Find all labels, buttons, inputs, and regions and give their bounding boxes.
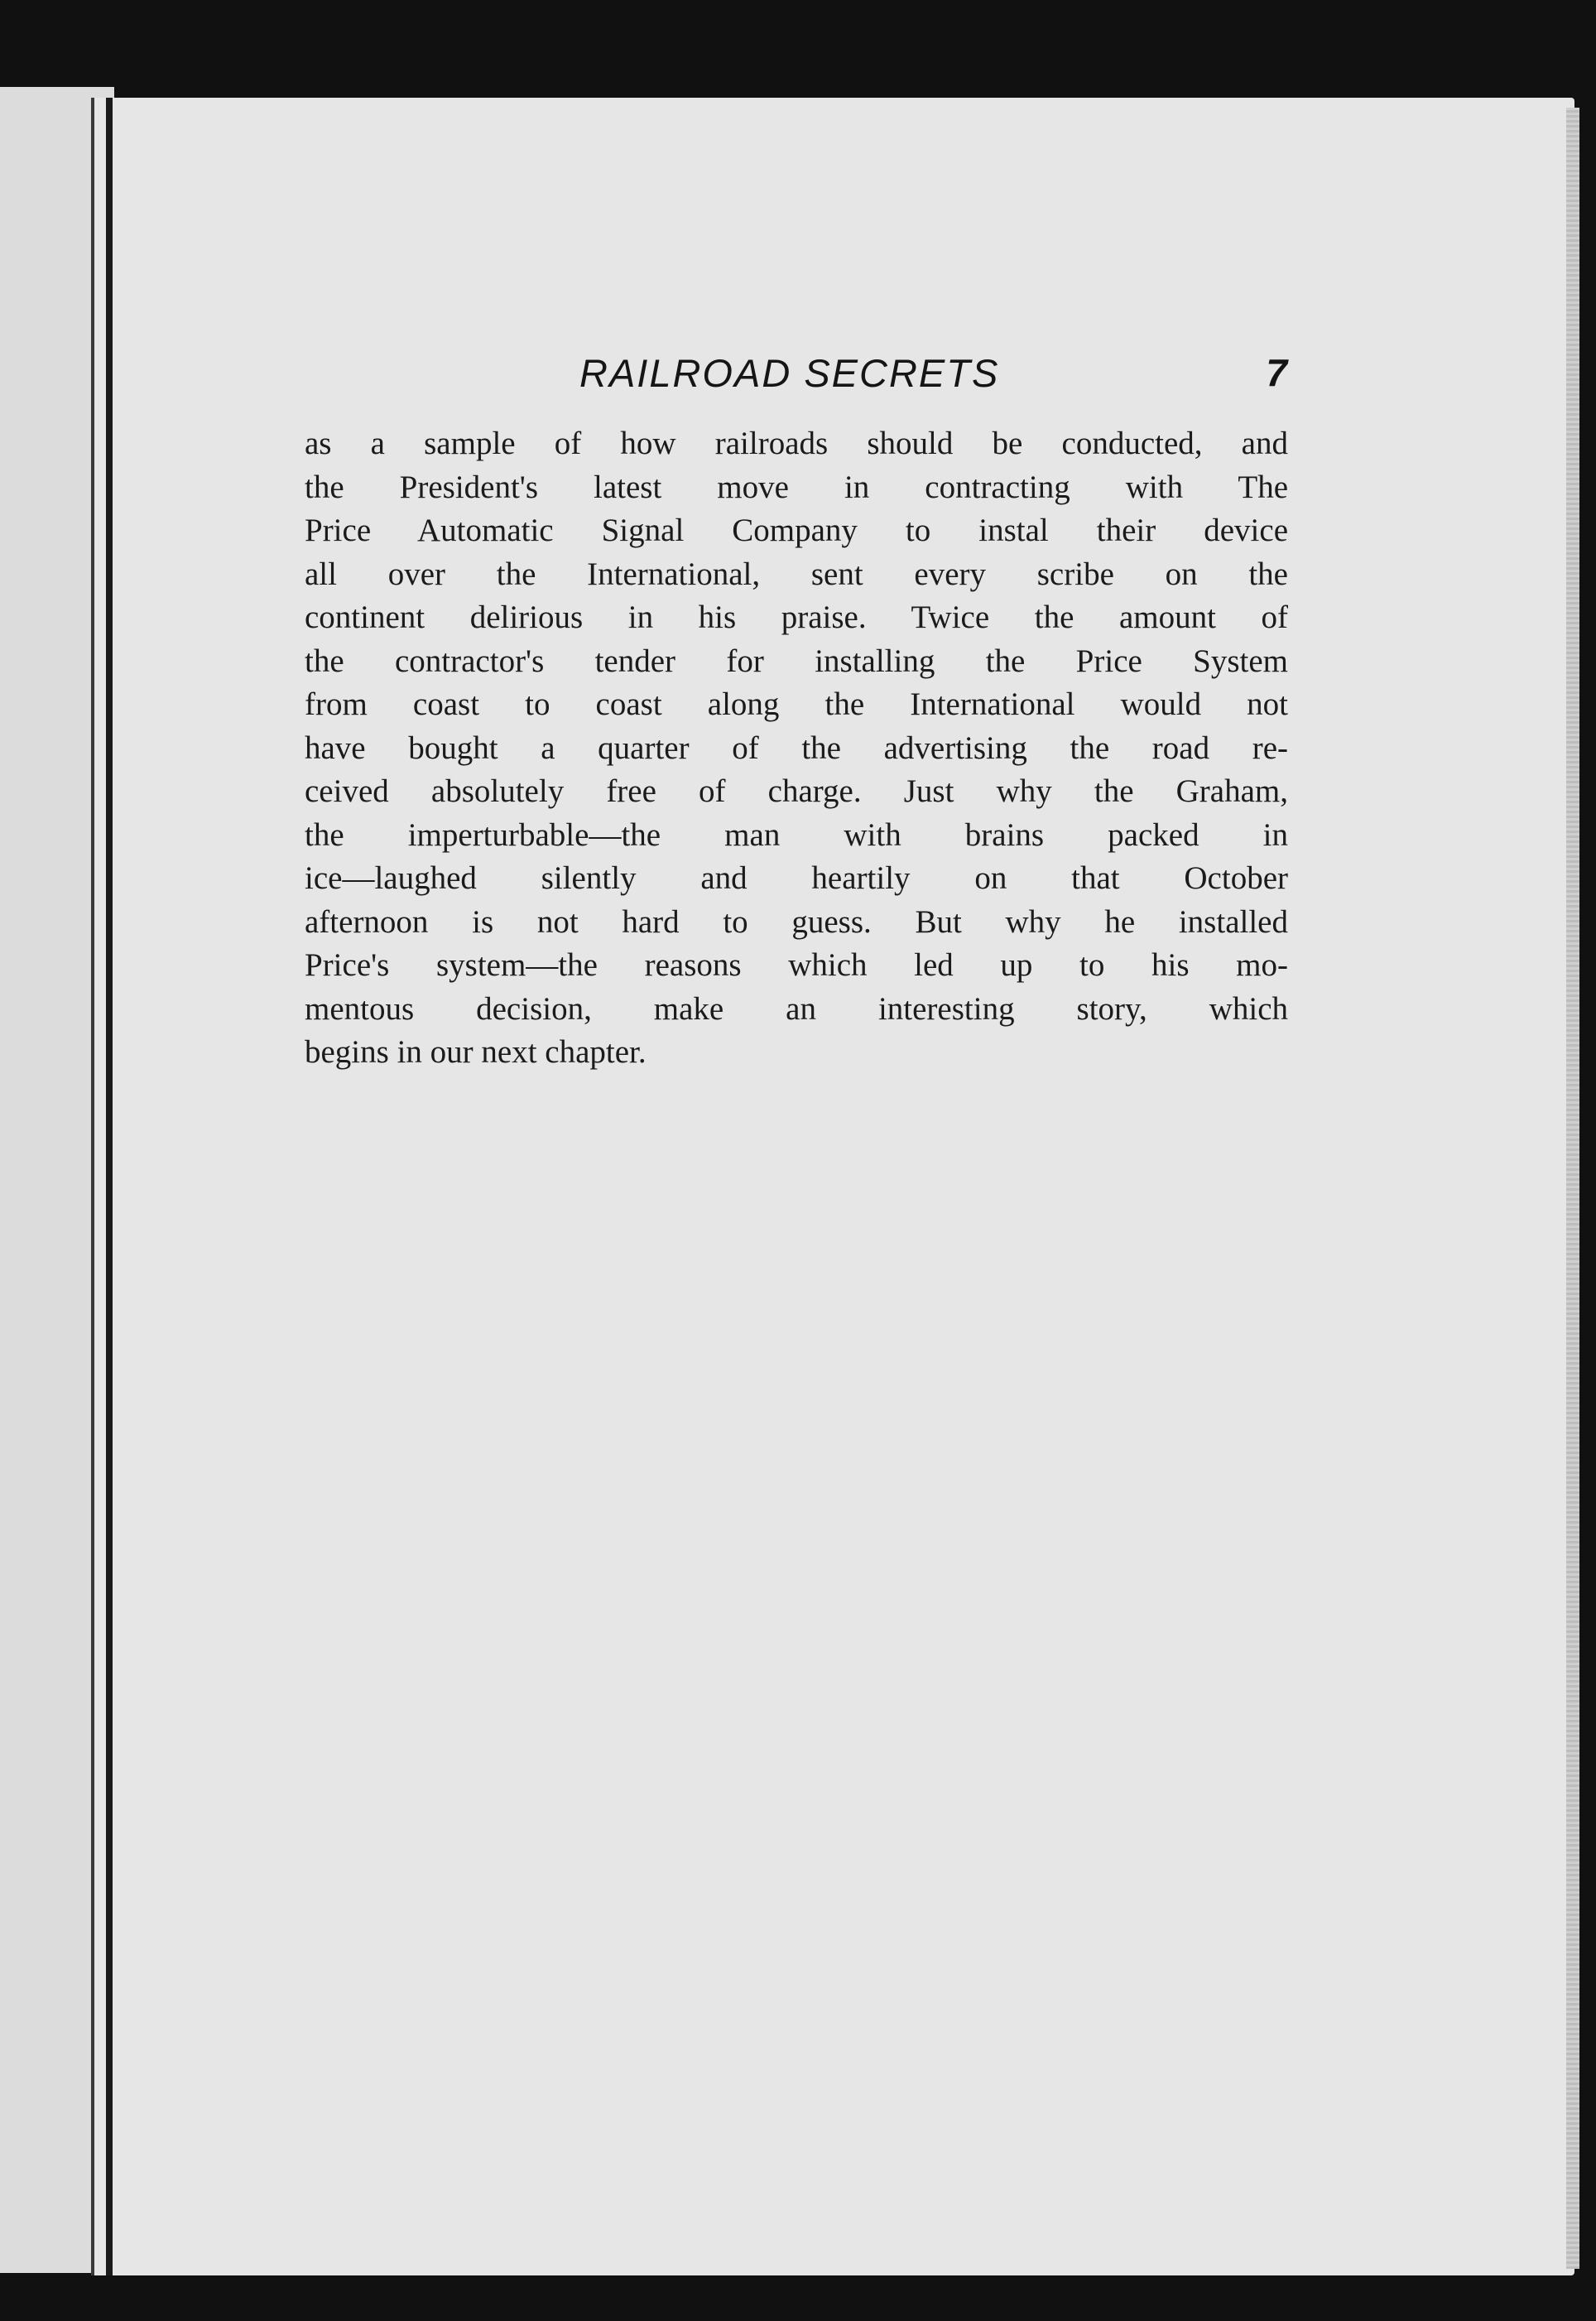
page-fore-edge: [1566, 108, 1579, 2269]
text-line: the imperturbable—the man with brains packed in: [305, 816, 1288, 853]
text-line: mentous decision, make an interesting story, which: [305, 990, 1288, 1027]
text-line: have bought a quarter of the advertising the road re-: [305, 730, 1288, 766]
text-line: afternoon is not hard to guess. But why he installed: [305, 903, 1288, 940]
text-line: Price's system—the reasons which led up to his mo-: [305, 947, 1288, 983]
page-number: 7: [1266, 351, 1287, 394]
text-line: ceived absolutely free of charge. Just why the Graham,: [305, 773, 1288, 809]
body-paragraph: [305, 422, 1288, 1075]
text-line: from coast to coast along the International would not: [305, 686, 1288, 722]
text-line: the contractor's tender for installing the Price System: [305, 643, 1288, 679]
running-title: RAILROAD SECRETS: [579, 351, 1000, 395]
text-line: all over the International, sent every scribe on the: [305, 556, 1288, 592]
text-line: Price Automatic Signal Company to instal their device: [305, 513, 1288, 548]
page-gutter-shadow: [91, 98, 94, 2275]
text-line: the President's latest move in contracting with The: [305, 469, 1288, 505]
text-line: continent delirious in his praise. Twice the amount of: [305, 600, 1288, 635]
text-line: ice—laughed silently and heartily on that October: [305, 860, 1288, 896]
text-line: as a sample of how railroads should be conducted, and: [305, 426, 1288, 461]
running-head: [306, 350, 1287, 408]
text-line: begins in our next chapter.: [305, 1034, 647, 1070]
page-spine-line: [106, 98, 113, 2275]
